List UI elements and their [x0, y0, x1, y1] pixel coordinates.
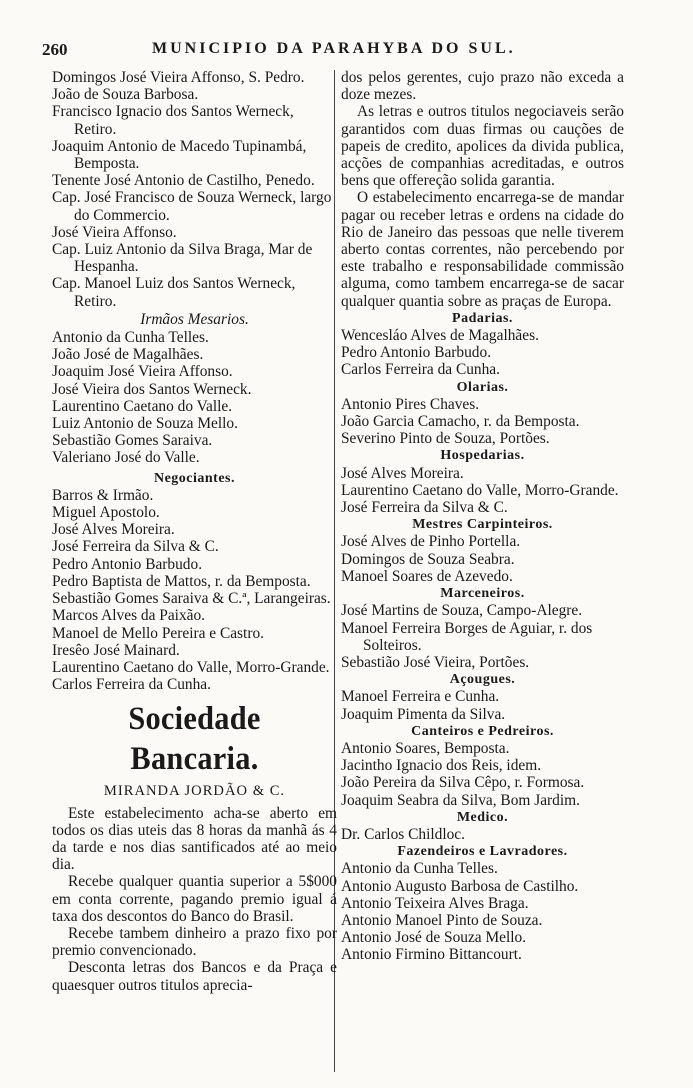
irmao-entry: João José de Magalhães.	[52, 346, 204, 364]
section-heading: Padarias.	[452, 310, 513, 326]
irmao-entry: Joaquim José Vieira Affonso.	[52, 363, 233, 381]
negociantes-heading: Negociantes.	[153, 470, 236, 486]
section-entry: Antonio Soares, Bemposta.	[341, 739, 510, 757]
negociante-entry: Sebastião Gomes Saraiva & C.ª, Larangeiras.	[52, 590, 331, 608]
section-heading: Hospedarias.	[440, 448, 525, 464]
irmao-entry: Laurentino Caetano do Valle.	[52, 397, 233, 415]
section-heading: Marceneiros.	[440, 586, 525, 602]
section-entry: Manoel Ferreira Borges de Aguiar, r. dos Solteiros.	[341, 619, 593, 654]
section-entry: Laurentino Caetano do Valle, Morro-Grande.	[341, 481, 619, 499]
section-entry: Joaquim Seabra da Silva, Bom Jardim.	[341, 791, 580, 809]
page-title: MUNICIPIO DA PARAHYBA DO SUL.	[152, 40, 516, 57]
bank-paragraph: Recebe tambem dinheiro a prazo fixo por premio convencionado.	[52, 924, 337, 960]
section-heading: Canteiros e Pedreiros.	[411, 723, 554, 739]
bank-text-continued	[341, 69, 624, 310]
section-entry: José Martins de Souza, Campo-Alegre.	[341, 602, 583, 620]
directory-entry: Francisco Ignacio dos Santos Werneck, Retiro.	[52, 103, 294, 138]
directory-entry: Domingos José Vieira Affonso, S. Pedro.	[52, 69, 305, 86]
section-entry: Severino Pinto de Souza, Portões.	[341, 430, 550, 448]
section-entry: Pedro Antonio Barbudo.	[341, 344, 492, 362]
section-entry: Dr. Carlos Childloc.	[341, 825, 465, 843]
section-entry: José Ferreira da Silva & C.	[341, 499, 508, 517]
bank-paragraph: Este estabelecimento acha-se aberto em todos os dias uteis das 8 horas da manhã ás 4 da tarde e nos dias santificados até ao meio dia.	[52, 804, 337, 874]
left-column	[52, 69, 337, 994]
bank-paragraph: dos pelos gerentes, cujo prazo não exceda a doze mezes.	[341, 69, 624, 104]
bank-paragraph: Recebe qualquer quantia superior a 5$000 em conta corrente, pagando premio igual á taxa dos descontos do Banco do Brasil.	[52, 873, 337, 925]
negociante-entry: Manoel de Mello Pereira e Castro.	[52, 624, 264, 642]
page-number: 260	[42, 40, 68, 59]
section-heading: Fazendeiros e Lavradores.	[397, 844, 568, 860]
trade-sections	[341, 310, 624, 964]
irmaos-list	[52, 329, 337, 467]
bank-paragraph: As letras e outros titulos negociaveis serão garantidos com duas firmas ou cauções de papeis de credito, apolices da divida publica, acções de companhias acreditadas, e outros bens que offereção solida garantia.	[341, 103, 624, 190]
page-header	[40, 40, 660, 66]
section-heading: Olarias.	[456, 379, 509, 395]
section-entry: Wencesláo Alves de Magalhães.	[341, 327, 539, 345]
section-entry: Antonio Augusto Barbosa de Castilho.	[341, 877, 579, 895]
negociante-entry: José Ferreira da Silva & C.	[52, 538, 219, 556]
irmao-entry: Luiz Antonio de Souza Mello.	[52, 415, 238, 433]
section-entry: Antonio Pires Chaves.	[341, 395, 480, 413]
bank-firm: MIRANDA JORDÃO & C.	[103, 783, 286, 800]
section-heading: Mestres Carpinteiros.	[412, 517, 553, 533]
directory-list-top	[52, 69, 337, 310]
section-entry: João Pereira da Silva Cêpo, r. Formosa.	[341, 774, 585, 792]
bank-paragraph: O estabelecimento encarrega-se de mandar pagar ou receber letras e ordens na cidade do Rio de Janeiro das pessoas que nelle tiverem aberto contas correntes, não percebendo por este trabalho e responsabilidade commissão alguma, como tambem encarrega-se de sacar qualquer quantia sobre as praças de Europa.	[341, 189, 624, 310]
negociante-entry: Marcos Alves da Paixão.	[52, 607, 206, 625]
directory-entry: Cap. Manoel Luiz dos Santos Werneck, Retiro.	[52, 275, 296, 310]
section-entry: Manoel Ferreira e Cunha.	[341, 688, 500, 706]
negociante-entry: Pedro Baptista de Mattos, r. da Bemposta.	[52, 572, 311, 590]
bank-text	[52, 805, 337, 994]
directory-entry: João de Souza Barbosa.	[52, 86, 199, 104]
section-entry: Antonio da Cunha Telles.	[341, 860, 498, 878]
section-entry: José Alves de Pinho Portella.	[341, 533, 521, 551]
directory-entry: José Vieira Affonso.	[52, 223, 177, 241]
negociante-entry: Miguel Apostolo.	[52, 504, 160, 522]
right-column	[341, 69, 624, 964]
section-heading: Açougues.	[449, 672, 516, 688]
bank-paragraph: Desconta letras dos Bancos e da Praça e quaesquer outros titulos aprecia-	[52, 959, 337, 994]
section-entry: Sebastião José Vieira, Portões.	[341, 653, 530, 671]
section-entry: Carlos Ferreira da Cunha.	[341, 361, 500, 379]
section-entry: Antonio Manoel Pinto de Souza.	[341, 911, 543, 929]
section-entry: José Alves Moreira.	[341, 464, 464, 482]
negociante-entry: Carlos Ferreira da Cunha.	[52, 676, 211, 694]
negociante-entry: Laurentino Caetano do Valle, Morro-Grande.	[52, 658, 330, 676]
directory-entry: Joaquim Antonio de Macedo Tupinambá, Bemposta.	[52, 137, 307, 173]
irmao-entry: Antonio da Cunha Telles.	[52, 329, 209, 347]
negociante-entry: José Alves Moreira.	[52, 521, 175, 539]
section-entry: Joaquim Pimenta da Silva.	[341, 705, 506, 723]
directory-entry: Tenente José Antonio de Castilho, Penedo.	[52, 172, 315, 190]
section-heading: Medico.	[456, 809, 509, 825]
section-entry: Domingos de Souza Seabra.	[341, 550, 515, 568]
section-entry: João Garcia Camacho, r. da Bemposta.	[341, 413, 580, 431]
directory-entry: Cap. Luiz Antonio da Silva Braga, Mar de Hespanha.	[52, 241, 313, 276]
section-entry: Antonio Teixeira Alves Braga.	[341, 894, 529, 912]
negociantes-list	[52, 487, 337, 693]
section-entry: Antonio José de Souza Mello.	[341, 929, 527, 947]
bank-title: Sociedade Bancaria.	[128, 701, 261, 778]
irmao-entry: José Vieira dos Santos Werneck.	[52, 380, 252, 398]
irmao-entry: Valeriano José do Valle.	[52, 449, 200, 467]
irmaos-heading: Irmãos Mesarios.	[140, 310, 249, 328]
negociante-entry: Iresêo José Mainard.	[52, 641, 180, 659]
negociante-entry: Pedro Antonio Barbudo.	[52, 555, 203, 573]
section-entry: Jacintho Ignacio dos Reis, idem.	[341, 757, 542, 775]
negociante-entry: Barros & Irmão.	[52, 486, 154, 504]
section-entry: Antonio Firmino Bittancourt.	[341, 946, 522, 964]
directory-entry: Cap. José Francisco de Souza Werneck, largo do Commercio.	[52, 189, 332, 224]
irmao-entry: Sebastião Gomes Saraiva.	[52, 432, 213, 450]
section-entry: Manoel Soares de Azevedo.	[341, 567, 513, 585]
